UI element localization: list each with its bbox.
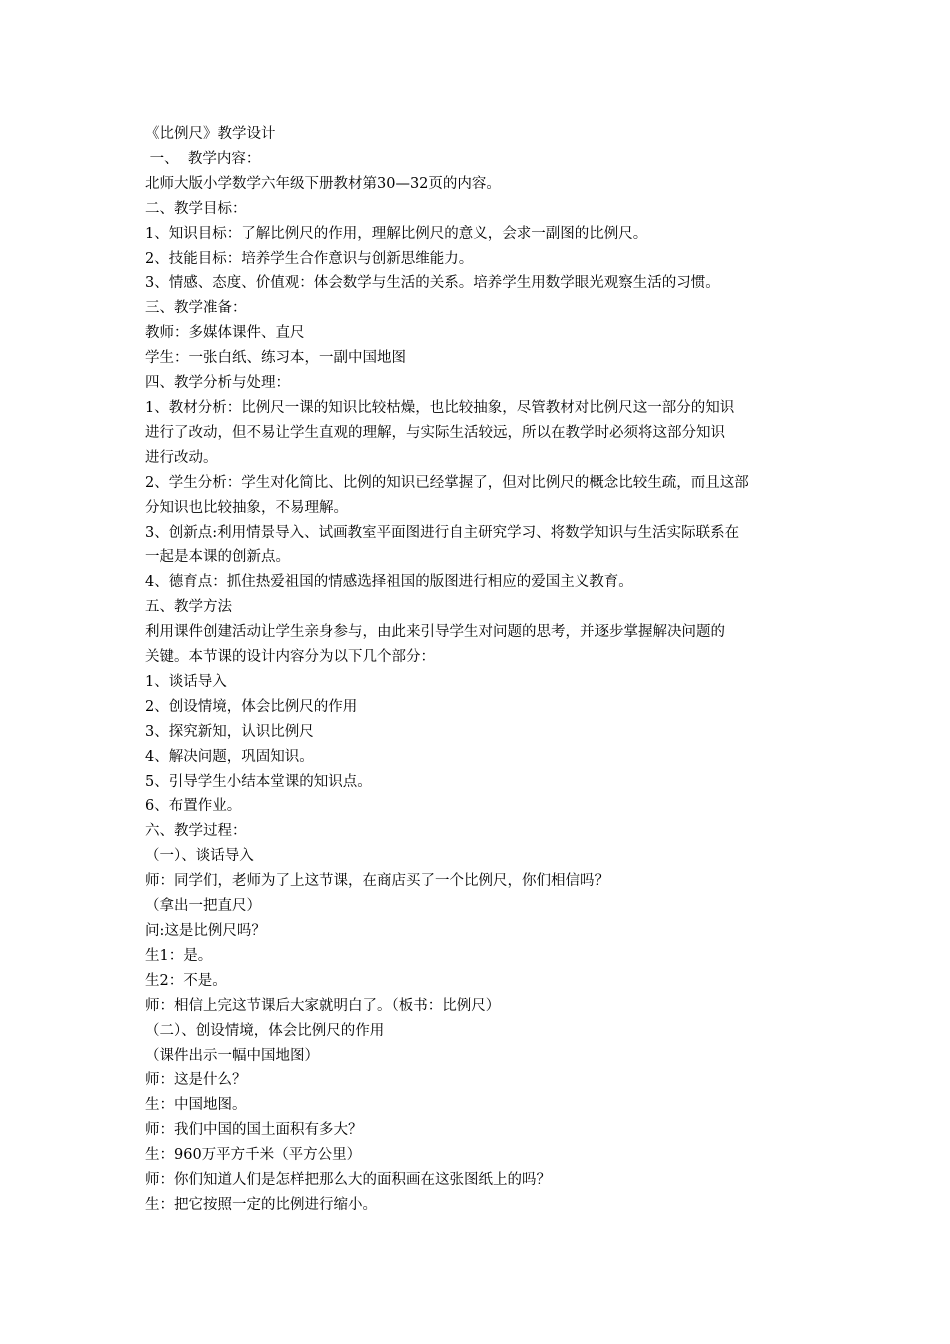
text-line: 利用课件创建活动让学生亲身参与，由此来引导学生对问题的思考，并逐步掌握解决问题的: [145, 624, 725, 641]
section-heading: 三、教学准备：: [145, 300, 247, 317]
section-heading: 五、教学方法: [145, 599, 232, 616]
dialogue-line: 师：相信上完这节课后大家就明白了。（板书：比例尺）: [145, 997, 501, 1014]
dialogue-line: 生：把它按照一定的比例进行缩小。: [145, 1196, 377, 1213]
text-line: 进行改动。: [145, 449, 218, 466]
dialogue-line: 师：你们知道人们是怎样把那么大的面积画在这张图纸上的吗？: [145, 1172, 551, 1189]
list-item: 3、探究新知，认识比例尺: [145, 723, 314, 740]
text-line: 分知识也比较抽象，不易理解。: [145, 499, 348, 516]
text-line: 进行了改动，但不易让学生直观的理解，与实际生活较远，所以在教学时必须将这部分知识: [145, 424, 725, 441]
text-line: 3、创新点:利用情景导入、试画教室平面图进行自主研究学习、将数学知识与生活实际联系在: [145, 524, 740, 541]
list-item: 4、解决问题，巩固知识。: [145, 748, 314, 765]
dialogue-line: 师：我们中国的国土面积有多大？: [145, 1122, 363, 1139]
text-line: 关键。本节课的设计内容分为以下几个部分：: [145, 649, 435, 666]
text-line: 1、知识目标：了解比例尺的作用，理解比例尺的意义，会求一副图的比例尺。: [145, 225, 648, 242]
text-line: 1、教材分析：比例尺一课的知识比较枯燥，也比较抽象，尽管教材对比例尺这一部分的知识: [145, 399, 735, 416]
document-title: 《比例尺》教学设计: [145, 126, 276, 142]
text-line: 4、德育点：抓住热爱祖国的情感选择祖国的版图进行相应的爱国主义教育。: [145, 574, 633, 591]
section-heading: 四、教学分析与处理：: [145, 375, 290, 392]
section-heading: 二、教学目标：: [145, 200, 247, 217]
dialogue-line: 生2：不是。: [145, 972, 227, 989]
text-line: 一、 教学内容：: [145, 150, 261, 167]
dialogue-line: 师：同学们，老师为了上这节课，在商店买了一个比例尺，你们相信吗？: [145, 873, 609, 890]
dialogue-line: 问:这是比例尺吗？: [145, 923, 266, 939]
document-body: [145, 122, 813, 1218]
dialogue-line: （课件出示一幅中国地图）: [145, 1047, 319, 1064]
text-line: 北师大版小学数学六年级下册教材第30—32页的内容。: [145, 175, 501, 192]
list-item: 5、引导学生小结本堂课的知识点。: [145, 773, 372, 790]
section-heading: 六、教学过程：: [145, 823, 247, 840]
text-line: 2、技能目标：培养学生合作意识与创新思维能力。: [145, 250, 474, 267]
list-item: 2、创设情境，体会比例尺的作用: [145, 698, 358, 715]
dialogue-line: 生：960万平方千米（平方公里）: [145, 1147, 362, 1164]
text-line: 3、情感、态度、价值观：体会数学与生活的关系。培养学生用数学眼光观察生活的习惯。: [145, 275, 720, 292]
text-line: 学生：一张白纸、练习本，一副中国地图: [145, 350, 406, 367]
text-line: 2、学生分析：学生对化简比、比例的知识已经掌握了，但对比例尺的概念比较生疏，而且这部: [145, 474, 749, 491]
text-line: 一起是本课的创新点。: [145, 549, 290, 566]
dialogue-line: 生：中国地图。: [145, 1097, 247, 1114]
text-line: 教师：多媒体课件、直尺: [145, 325, 305, 342]
dialogue-line: 生1：是。: [145, 947, 213, 964]
dialogue-line: 师：这是什么？: [145, 1072, 247, 1089]
subsection-heading: （二）、创设情境，体会比例尺的作用: [145, 1022, 385, 1039]
dialogue-line: （拿出一把直尺）: [145, 898, 261, 915]
subsection-heading: （一）、谈话导入: [145, 848, 254, 865]
list-item: 6、布置作业。: [145, 798, 242, 815]
list-item: 1、谈话导入: [145, 673, 227, 690]
